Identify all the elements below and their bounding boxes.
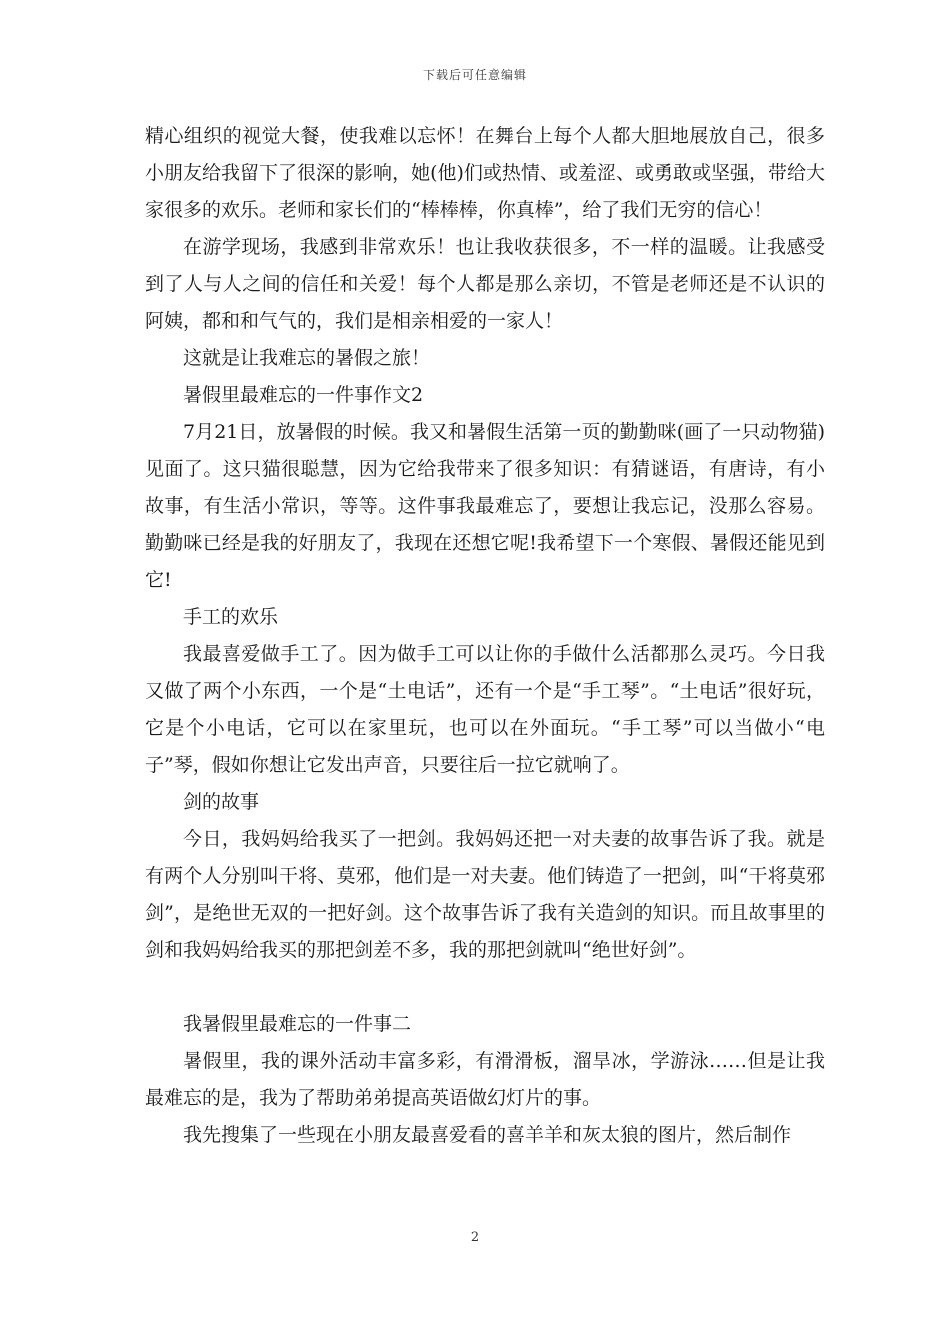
page-header: 下载后可任意编辑 bbox=[422, 68, 527, 82]
paragraph: 我先搜集了一些现在小朋友最喜爱看的喜羊羊和灰太狼的图片，然后制作 bbox=[183, 1124, 792, 1146]
paragraph: 今日，我妈妈给我买了一把剑。我妈妈还把一对夫妻的故事告诉了我。就是有两个人分别叫干将、莫邪，他们是一对夫妻。他们铸造了一把剑，叫“干将莫邪剑”，是绝世无双的一把好剑。这个故事告诉了我有关造剑的知识。而且故事里的剑和我妈妈给我买的那把剑差不多，我的那把剑就叫“绝世好剑”。 bbox=[145, 828, 825, 961]
paragraph: 我最喜爱做手工了。因为做手工可以让你的手做什么活都那么灵巧。今日我又做了两个小东西，一个是“土电话”，还有一个是“手工琴”。“土电话”很好玩，它是个小电话，它可以在家里玩，也可以在外面玩。“手工琴”可以当做小“电子”琴，假如你想让它发出声音，只要往后一拉它就响了。 bbox=[145, 643, 825, 776]
paragraph: 暑假里，我的课外活动丰富多彩，有滑滑板，溜旱冰，学游泳……但是让我最难忘的是，我为了帮助弟弟提高英语做幻灯片的事。 bbox=[145, 1050, 825, 1109]
paragraph: 精心组织的视觉大餐，使我难以忘怀！在舞台上每个人都大胆地展放自己，很多小朋友给我留下了很深的影响，她(他)们或热情、或羞涩、或勇敢或坚强，带给大家很多的欢乐。老师和家长们的“棒棒棒，你真棒”，给了我们无穷的信心！ bbox=[145, 125, 825, 221]
section-heading: 剑的故事 bbox=[183, 791, 260, 813]
section-heading: 暑假里最难忘的一件事作文2 bbox=[183, 384, 424, 406]
section-heading: 我暑假里最难忘的一件事二 bbox=[183, 1013, 412, 1035]
paragraph: 这就是让我难忘的暑假之旅！ bbox=[183, 347, 431, 369]
page-number: 2 bbox=[470, 1230, 480, 1245]
document-body bbox=[145, 118, 825, 1154]
paragraph-spacer bbox=[145, 969, 825, 1006]
paragraph: 在游学现场，我感到非常欢乐！也让我收获很多，不一样的温暖。让我感受到了人与人之间的信任和关爱！每个人都是那么亲切，不管是老师还是不认识的阿姨，都和和气气的，我们是相亲相爱的一家人！ bbox=[145, 236, 825, 332]
section-heading: 手工的欢乐 bbox=[183, 606, 279, 628]
paragraph: 7月21日，放暑假的时候。我又和暑假生活第一页的勤勤咪(画了一只动物猫)见面了。这只猫很聪慧，因为它给我带来了很多知识：有猜谜语，有唐诗，有小故事，有生活小常识，等等。这件事我最难忘了，要想让我忘记，没那么容易。勤勤咪已经是我的好朋友了，我现在还想它呢!我希望下一个寒假、暑假还能见到它! bbox=[145, 421, 825, 591]
